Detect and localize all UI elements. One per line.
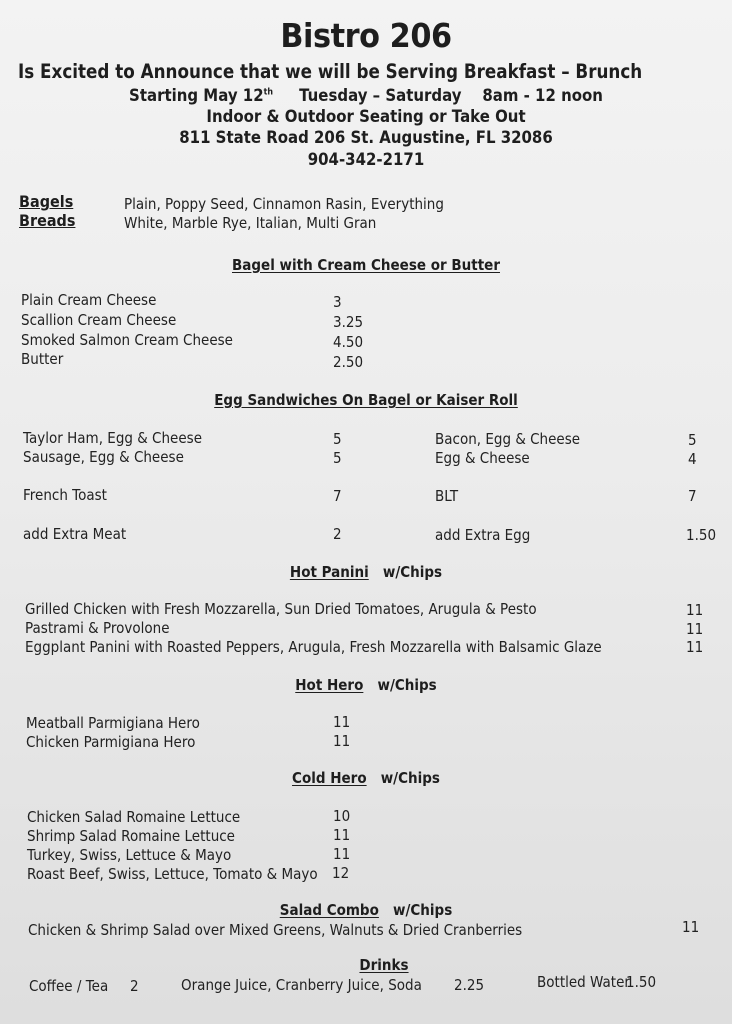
menu-item-name: Chicken & Shrimp Salad over Mixed Greens, Walnuts & Dried Cranberries <box>28 921 523 939</box>
menu-item-price: 5 <box>688 431 697 449</box>
cold-hero-heading-title: Cold Hero <box>292 769 367 787</box>
menu-item-name: Taylor Ham, Egg & Cheese <box>23 429 203 447</box>
menu-item-name: Egg & Cheese <box>435 449 530 467</box>
menu-item-name: Smoked Salmon Cream Cheese <box>21 331 233 349</box>
menu-item-name: Chicken Parmigiana Hero <box>26 733 196 751</box>
menu-item-name: Turkey, Swiss, Lettuce & Mayo <box>27 846 232 864</box>
drink-name: Coffee / Tea <box>29 977 109 995</box>
drink-name: Orange Juice, Cranberry Juice, Soda <box>181 976 422 994</box>
cold-hero-heading-suffix: w/Chips <box>380 769 440 787</box>
menu-item-name: Sausage, Egg & Cheese <box>23 448 184 466</box>
menu-item-name: Meatball Parmigiana Hero <box>26 714 200 732</box>
menu-item-price: 11 <box>686 601 704 619</box>
hot-hero-heading-suffix: w/Chips <box>377 676 437 694</box>
menu-item-price: 10 <box>333 807 351 825</box>
panini-section-heading <box>37 563 696 581</box>
menu-item-price: 11 <box>333 713 351 731</box>
menu-item-price: 7 <box>688 487 697 505</box>
salad-heading-suffix: w/Chips <box>392 901 453 919</box>
menu-item-name: add Extra Egg <box>435 526 531 544</box>
start-date: Starting May 12 <box>129 86 264 106</box>
seating-info: Indoor & Outdoor Seating or Take Out <box>206 107 526 127</box>
menu-item-name: Shrimp Salad Romaine Lettuce <box>27 827 235 845</box>
drink-price: 2.25 <box>454 976 485 994</box>
menu-item-name: Chicken Salad Romaine Lettuce <box>27 808 241 826</box>
panini-heading-title: Hot Panini <box>289 563 369 581</box>
menu-item-price: 2.50 <box>333 353 364 371</box>
days: Tuesday – Saturday <box>299 86 462 106</box>
menu-item-price: 11 <box>333 732 351 750</box>
menu-item-name: Pastrami & Provolone <box>25 619 170 637</box>
menu-item-name: Scallion Cream Cheese <box>21 311 177 329</box>
menu-item-price: 11 <box>682 918 700 936</box>
salad-section-heading <box>37 901 696 919</box>
drink-price: 1.50 <box>626 973 657 991</box>
menu-item-price: 2 <box>333 525 342 543</box>
menu-item-price: 11 <box>333 845 351 863</box>
menu-item-price: 3.25 <box>333 313 364 331</box>
menu-item-price: 4 <box>688 450 697 468</box>
menu-item-price: 5 <box>333 430 342 448</box>
menu-item-price: 1.50 <box>686 526 717 544</box>
drink-price: 2 <box>130 977 139 995</box>
hot-hero-heading-title: Hot Hero <box>295 676 364 694</box>
drinks-section-heading: Drinks <box>359 956 409 974</box>
cold-hero-section-heading <box>37 769 696 787</box>
menu-item-name: BLT <box>435 487 459 505</box>
hours: 8am - 12 noon <box>482 86 603 106</box>
menu-item-price: 4.50 <box>333 333 364 351</box>
menu-item-name: Plain Cream Cheese <box>21 291 157 309</box>
bagel-section-heading: Bagel with Cream Cheese or Butter <box>231 256 500 274</box>
menu-item-name: add Extra Meat <box>23 525 127 543</box>
restaurant-title: Bistro 206 <box>280 16 452 55</box>
schedule-line <box>44 86 688 106</box>
menu-item-price: 12 <box>332 864 350 882</box>
bagels-options: Plain, Poppy Seed, Cinnamon Rasin, Everything <box>124 195 444 213</box>
start-date-suffix: th <box>263 87 274 98</box>
phone-number: 904-342-2171 <box>307 150 425 170</box>
egg-section-heading: Egg Sandwiches On Bagel or Kaiser Roll <box>214 391 518 409</box>
drink-name: Bottled Water <box>537 973 630 991</box>
salad-heading-title: Salad Combo <box>279 901 379 919</box>
breads-label: Breads <box>19 211 76 230</box>
panini-heading-suffix: w/Chips <box>382 563 443 581</box>
menu-item-price: 5 <box>333 449 342 467</box>
announcement: Is Excited to Announce that we will be Serving Breakfast – Brunch <box>18 60 643 83</box>
bagels-label: Bagels <box>19 192 74 211</box>
menu-item-name: Bacon, Egg & Cheese <box>435 430 581 448</box>
menu-item-name: Eggplant Panini with Roasted Peppers, Arugula, Fresh Mozzarella with Balsamic Glaze <box>25 638 602 656</box>
menu-item-price: 11 <box>686 638 704 656</box>
hot-hero-section-heading <box>37 676 696 694</box>
menu-item-name: French Toast <box>23 486 107 504</box>
address: 811 State Road 206 St. Augustine, FL 32086 <box>179 128 553 148</box>
menu-item-price: 11 <box>686 620 704 638</box>
menu-item-name: Butter <box>21 350 64 368</box>
menu-item-name: Grilled Chicken with Fresh Mozzarella, Sun Dried Tomatoes, Arugula & Pesto <box>25 600 537 618</box>
menu-item-price: 3 <box>333 293 342 311</box>
breads-options: White, Marble Rye, Italian, Multi Gran <box>124 214 377 232</box>
menu-item-name: Roast Beef, Swiss, Lettuce, Tomato & Mayo <box>27 865 318 883</box>
menu-item-price: 7 <box>333 487 342 505</box>
menu-item-price: 11 <box>333 826 351 844</box>
